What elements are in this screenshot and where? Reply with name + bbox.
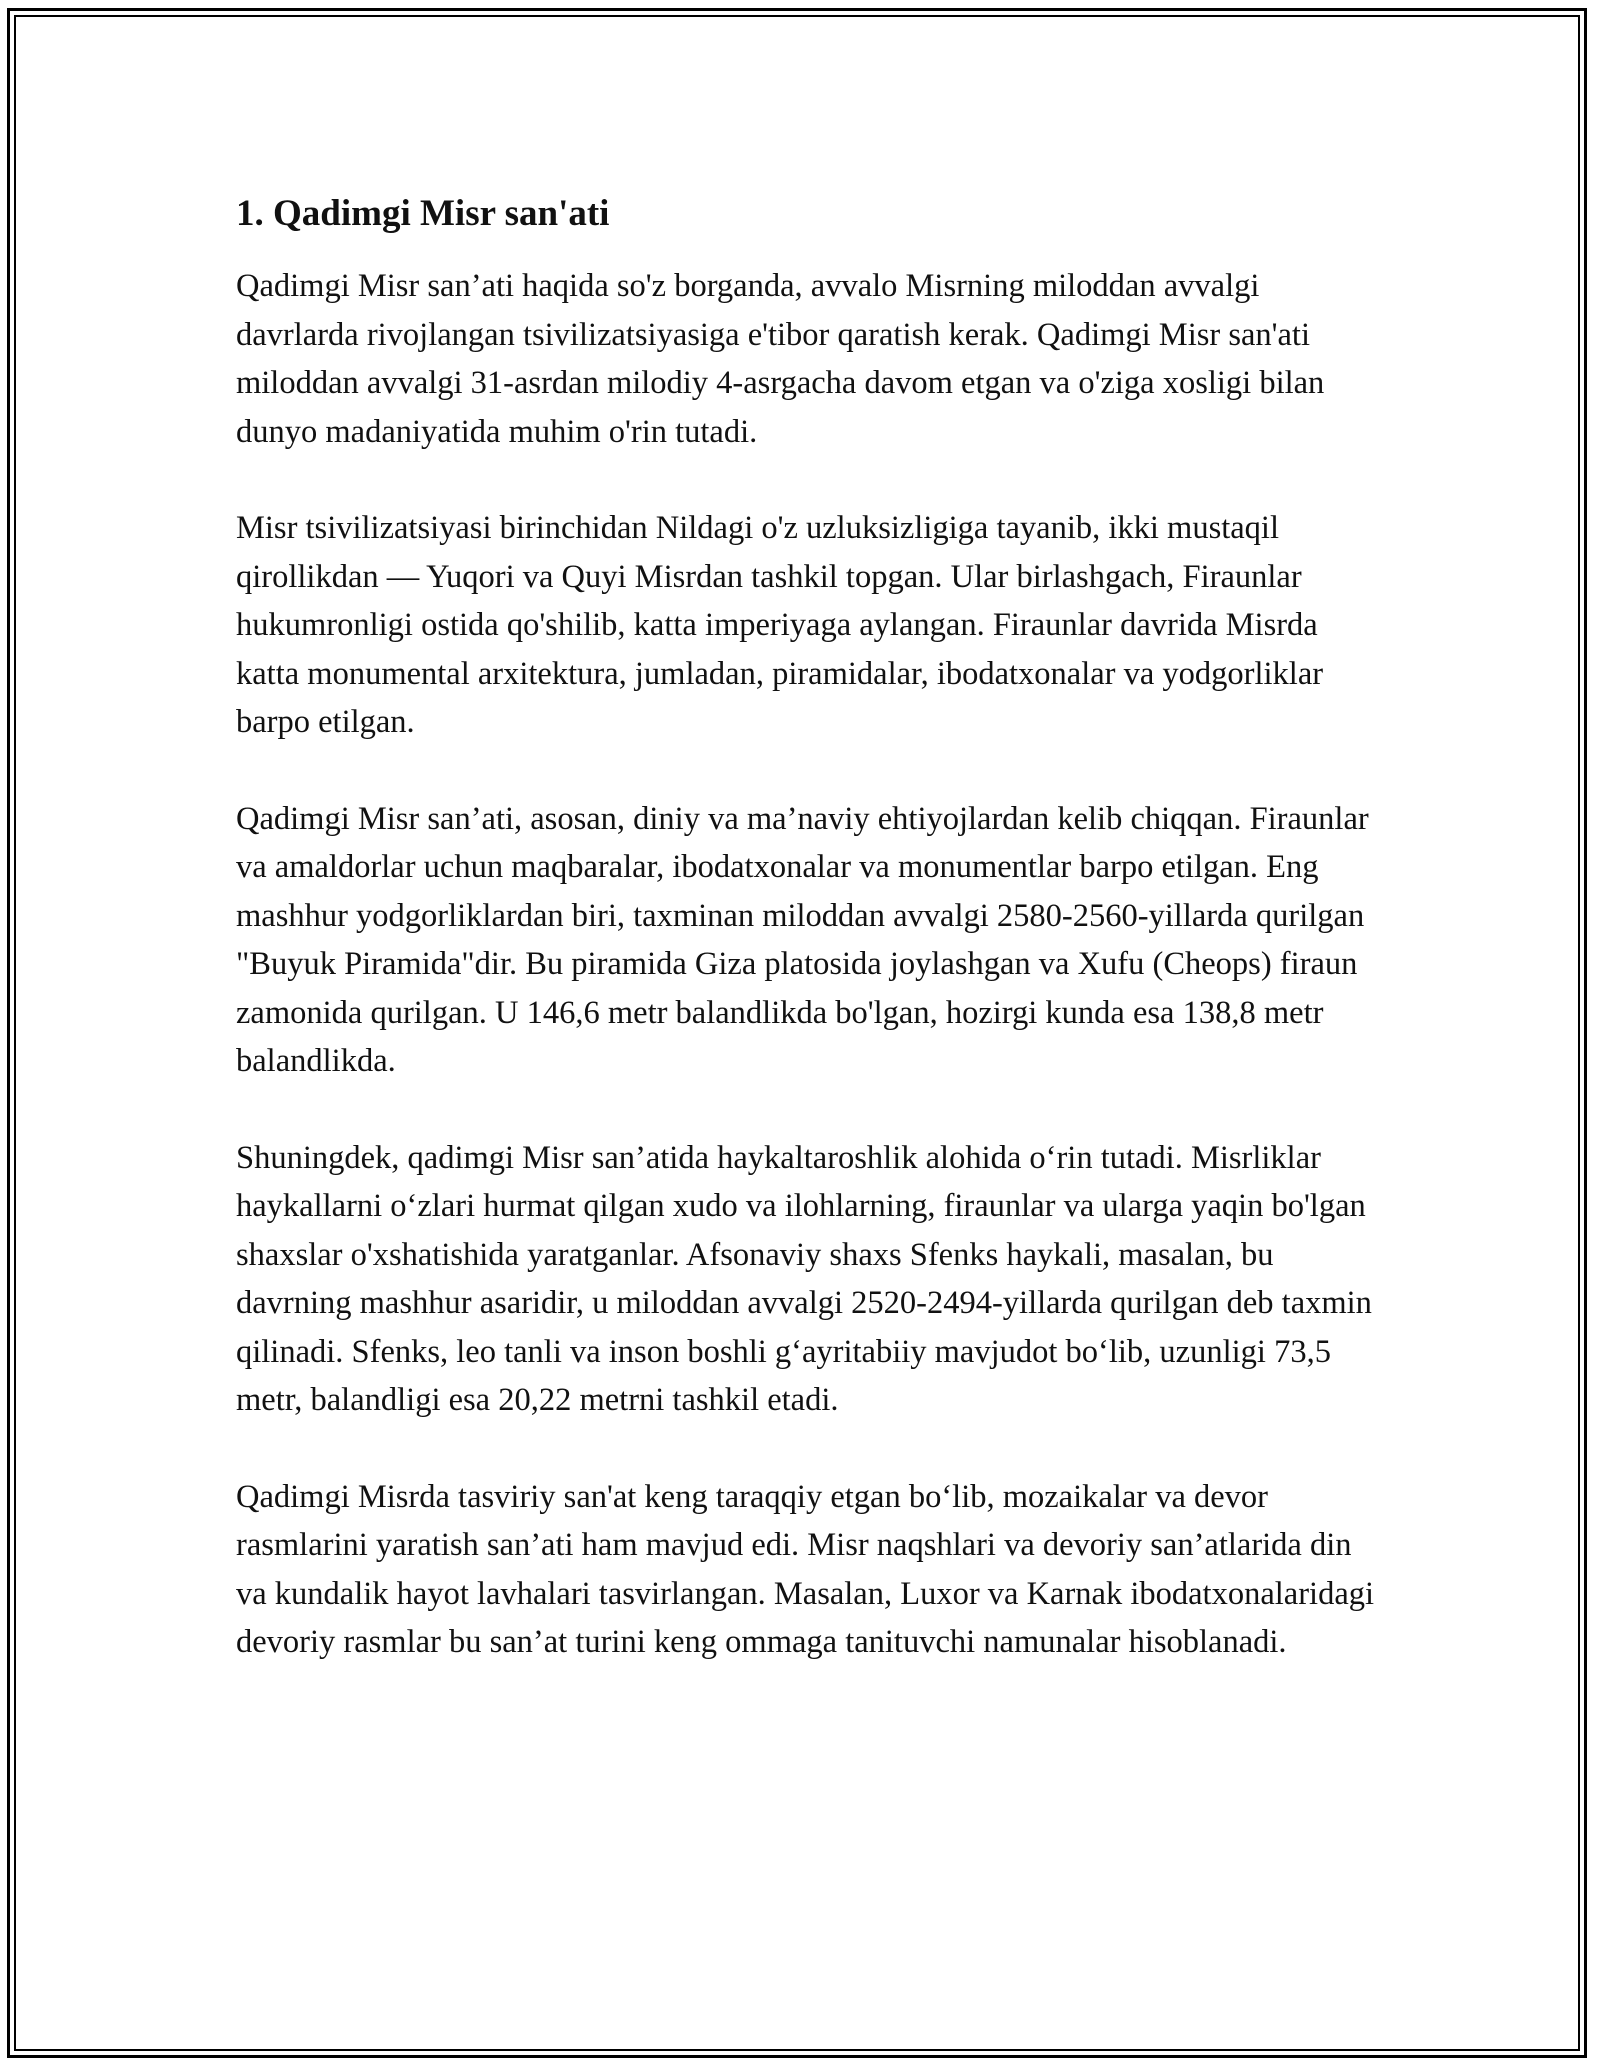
paragraph-architecture: Qadimgi Misr san’ati, asosan, diniy va ma’naviy ehtiyojlardan kelib chiqqan. Firaunlar va amaldorlar uchun maqbaralar, ibodatxonalar va monumentlar barpo etilgan. Eng mashhur yodgorliklardan biri, taxminan miloddan avvalgi 2580-2560-yillarda qurilgan "Buyuk Piramida"dir. Bu piramida Giza platosida joylashgan va Xufu (Cheops) firaun zamonida qurilgan. U 146,6 metr balandlikda bo'lgan, hozirgi kunda esa 138,8 metr balandlikda. (236, 800, 1369, 1079)
paragraph-fine-art: Qadimgi Misrda tasviriy san'at keng taraqqiy etgan boʻlib, mozaikalar va devor rasmlarini yaratish san’ati ham mavjud edi. Misr naqshlari va devoriy san’atlarida din va kundalik hayot lavhalari tasvirlangan. Masalan, Luxor va Karnak ibodatxonalaridagi devoriy rasmlar bu san’at turini keng ommaga tanituvchi namunalar hisoblanadi. (236, 1478, 1375, 1660)
paragraph-civilization: Misr tsivilizatsiyasi birinchidan Nildagi o'z uzluksizligiga tayanib, ikki mustaqil qirollikdan — Yuqori va Quyi Misrdan tashkil topgan. Ular birlashgach, Firaunlar hukumronligi ostida qo'shilib, katta imperiyaga aylangan. Firaunlar davrida Misrda katta monumental arxitektura, jumladan, piramidalar, ibodatxonalar va yodgorliklar barpo etilgan. (236, 510, 1324, 740)
paragraph-intro: Qadimgi Misr san’ati haqida so'z borganda, avvalo Misrning miloddan avvalgi davrlarda rivojlangan tsivilizatsiyasiga e'tibor qaratish kerak. Qadimgi Misr san'ati miloddan avvalgi 31-asrdan milodiy 4-asrgacha davom etgan va o'ziga xosligi bilan dunyo madaniyatida muhim o'rin tutadi. (236, 268, 1325, 450)
paragraph-sculpture: Shuningdek, qadimgi Misr san’atida haykaltaroshlik alohida oʻrin tutadi. Misrliklar haykallarni oʻzlari hurmat qilgan xudo va ilohlarning, firaunlar va ularga yaqin bo'lgan shaxslar o'xshatishida yaratganlar. Afsonaviy shaxs Sfenks haykali, masalan, bu davrning mashhur asaridir, u miloddan avvalgi 2520-2494-yillarda qurilgan deb taxmin qilinadi. Sfenks, leo tanli va inson boshli gʻayritabiiy mavjudot boʻlib, uzunligi 73,5 metr, balandligi esa 20,22 metrni tashkil etadi. (236, 1139, 1372, 1418)
document-body (236, 188, 1386, 1715)
section-heading: 1. Qadimgi Misr san'ati (236, 193, 610, 234)
